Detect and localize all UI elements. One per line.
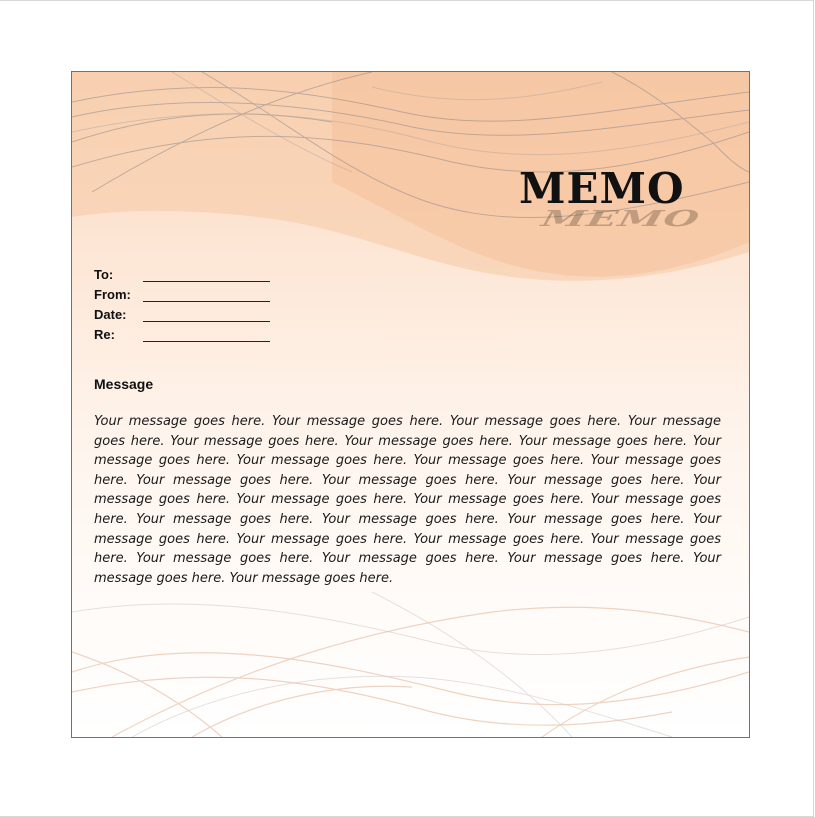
- field-label-to: To:: [94, 267, 114, 282]
- memo-title-shadow: MEMO: [534, 205, 707, 232]
- field-line-to[interactable]: [143, 281, 270, 282]
- memo-title: MEMO: [519, 164, 685, 213]
- message-body[interactable]: Your message goes here. Your message goes here. Your message goes here. Your message goes here. Your message goes here. Your message goes here. Your message goes here. Your message goes here. Your message goes here. Your message goes here. Your message goes here. Your message goes here. Your message goes here. Your message goes here. Your message goes here. Your message goes here. Your message goes here. Your message goes here. Your message goes here. Your message goes here. Your message goes here. Your message goes here. Your message goes here. Your message goes here. Your message goes here. Your message goes here. Your message goes here. Your message goes here. Your message goes here. Your message goes here.: [94, 414, 721, 586]
- message-heading: Message: [94, 376, 154, 392]
- memo-page: [71, 71, 750, 738]
- field-line-re[interactable]: [143, 341, 270, 342]
- field-line-from[interactable]: [143, 301, 270, 302]
- field-label-from: From:: [94, 287, 131, 302]
- field-line-date[interactable]: [143, 321, 270, 322]
- field-label-re: Re:: [94, 327, 115, 342]
- field-label-date: Date:: [94, 307, 127, 322]
